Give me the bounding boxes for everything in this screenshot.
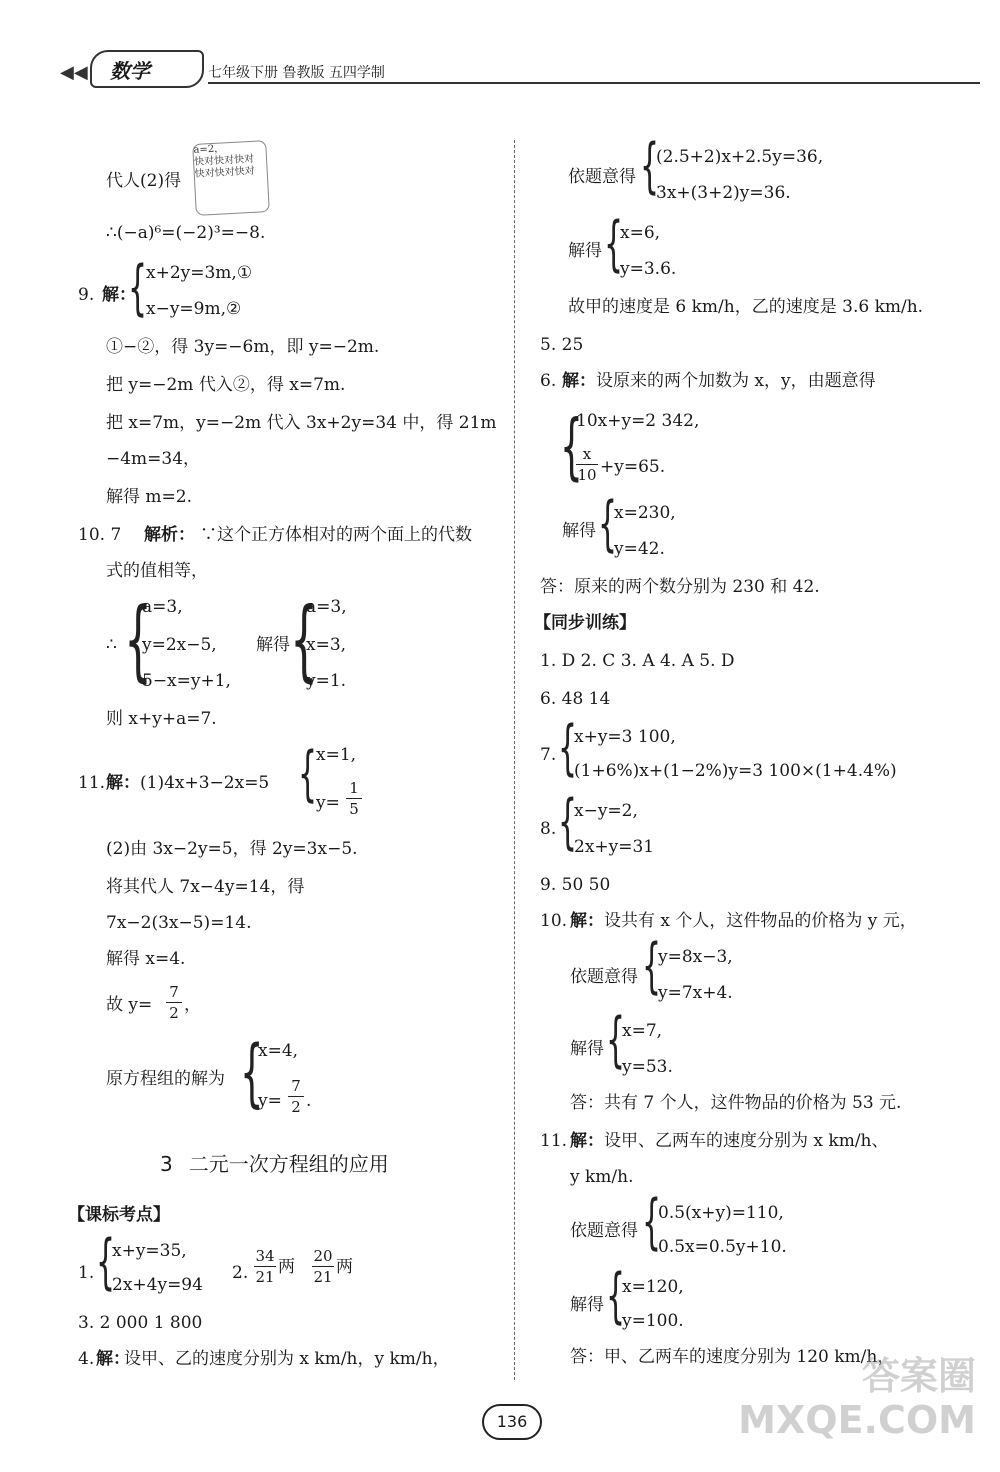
brace-icon: { <box>606 1261 626 1331</box>
subject-logo-text: 数学 <box>110 59 150 83</box>
brace-icon: { <box>128 253 148 323</box>
equation: 10x+y=2 342, <box>576 411 700 431</box>
equation: y= <box>316 793 340 813</box>
equation: (2.5+2)x+2.5y=36, <box>656 147 824 167</box>
brace-icon: { <box>124 588 152 691</box>
equation: 2x+y=31 <box>574 837 655 857</box>
equation: y=42. <box>614 539 665 559</box>
solution-label: 解： <box>570 911 604 931</box>
text-line: 答：原来的两个数分别为 230 和 42. <box>540 577 820 597</box>
numerator: 34 <box>255 1247 275 1265</box>
solution-label: 解： <box>96 1349 130 1369</box>
text-line: 故甲的速度是 6 km/h，乙的速度是 3.6 km/h. <box>568 297 924 317</box>
equation: a=3, <box>306 597 347 617</box>
question-number: 1. <box>78 1263 95 1283</box>
text-line: (2)由 3x−2y=5，得 2y=3x−5. <box>106 839 358 859</box>
unit-text: 两 <box>278 1257 295 1277</box>
question-number: 6. <box>540 371 557 391</box>
text-line: 把 x=7m，y=−2m 代入 3x+2y=34 中，得 21m <box>106 413 497 433</box>
handwritten-scribble: a=2， 快对快对快对 快对快对快对 <box>192 140 270 216</box>
text-line: 式的值相等， <box>106 561 208 581</box>
denominator: 21 <box>255 1268 275 1286</box>
text-line: 1. D 2. C 3. A 4. A 5. D <box>540 651 735 671</box>
text-line: 5. 25 <box>540 335 584 355</box>
page-header <box>50 42 980 88</box>
solve-label: 解得 <box>568 241 602 261</box>
brace-icon: { <box>606 1005 626 1075</box>
equation: x+2y=3m,① <box>146 263 253 283</box>
equation: 0.5(x+y)=110, <box>658 1203 784 1223</box>
text-line: 3. 2 000 1 800 <box>78 1313 203 1333</box>
text-line: 答：共有 7 个人，这件物品的价格为 53 元. <box>570 1093 902 1113</box>
brace-icon: { <box>298 739 318 809</box>
question-number: 8. <box>540 819 557 839</box>
setup-label: 依题意得 <box>570 1221 638 1241</box>
brace-icon: { <box>640 131 660 201</box>
numerator: 7 <box>169 983 179 1001</box>
solution-label: 解： <box>102 285 136 305</box>
equation: 0.5x=0.5y+10. <box>658 1237 787 1257</box>
solve-label: 解得 <box>570 1295 604 1315</box>
section-number: 3 <box>160 1152 173 1176</box>
question-number: 9. <box>78 285 95 305</box>
fraction <box>254 1248 276 1285</box>
equation: y=2x−5, <box>142 635 217 655</box>
text-line: 故 y= <box>106 995 153 1015</box>
analysis-label: 解析： <box>144 525 195 545</box>
equation: y=8x−3, <box>658 947 733 967</box>
equation: y= <box>258 1091 282 1111</box>
equation: y=7x+4. <box>658 983 733 1003</box>
equation: 2x+4y=94 <box>112 1275 203 1295</box>
unit-text: 两 <box>336 1257 353 1277</box>
text-line: 则 x+y+a=7. <box>106 709 217 729</box>
equation: 5−x=y+1, <box>142 671 231 691</box>
therefore-symbol: ∴ <box>106 635 117 655</box>
brace-icon: { <box>598 489 618 559</box>
text-line: −4m=34， <box>106 449 201 469</box>
brace-icon: { <box>560 404 583 488</box>
solution-label: 解： <box>570 1131 604 1151</box>
numerator: 1 <box>349 779 359 797</box>
text-line: 设甲、乙两车的速度分别为 x km/h、 <box>604 1131 889 1151</box>
text-line: 6. 48 14 <box>540 689 611 709</box>
fraction <box>346 780 362 817</box>
text-line: 将其代人 7x−4y=14，得 <box>106 877 305 897</box>
equation: x=230, <box>614 503 676 523</box>
setup-label: 依题意得 <box>568 167 636 187</box>
text-line: 设原来的两个加数为 x，y，由题意得 <box>596 371 876 391</box>
numerator: x <box>582 445 592 463</box>
solution-label: 解： <box>562 371 596 391</box>
text-line: 7x−2(3x−5)=14. <box>106 913 252 933</box>
column-divider <box>514 140 515 1380</box>
numerator: 20 <box>313 1247 333 1265</box>
equation: a=3, <box>142 597 183 617</box>
text-line: 代人(2)得 <box>106 171 182 191</box>
text-line: ①−②，得 3y=−6m，即 y=−2m. <box>106 337 380 357</box>
equation: x=1, <box>316 745 357 765</box>
subject-logo <box>90 50 204 88</box>
equation: x=7, <box>622 1021 663 1041</box>
equation: 3x+(3+2)y=36. <box>656 183 791 203</box>
denominator: 10 <box>577 466 597 484</box>
brace-icon: { <box>96 1227 116 1297</box>
denominator: 2 <box>291 1098 301 1116</box>
setup-label: 依题意得 <box>570 967 638 987</box>
solve-label: 解得 <box>562 521 596 541</box>
solve-label: 解得 <box>570 1039 604 1059</box>
watermark: 答案圈 MXQE.COM <box>738 1354 976 1442</box>
question-number: 2. <box>232 1263 249 1283</box>
equation: x+y=3 100, <box>574 727 676 747</box>
brace-icon: { <box>558 787 578 857</box>
text-line: 把 y=−2m 代入②，得 x=7m. <box>106 375 346 395</box>
section-title-text: 二元一次方程组的应用 <box>188 1152 389 1176</box>
numerator: 7 <box>291 1077 301 1095</box>
equation: x=3, <box>306 635 347 655</box>
equation: (1+6%)x+(1−2%)y=3 100×(1+4.4%) <box>574 761 897 781</box>
fraction <box>312 1248 334 1285</box>
question-number: 10. 7 <box>78 525 122 545</box>
fraction <box>576 446 598 483</box>
brace-icon: { <box>642 931 662 1001</box>
equation: x=4, <box>258 1041 299 1061</box>
brace-icon: { <box>642 1187 662 1257</box>
equation: y=53. <box>622 1057 673 1077</box>
text-line: ， <box>184 995 201 1015</box>
question-number: 7. <box>540 745 557 765</box>
denominator: 21 <box>313 1268 333 1286</box>
equation: x−y=9m,② <box>146 299 242 319</box>
text-line: 原方程组的解为 <box>106 1069 225 1089</box>
section-title <box>160 1148 389 1177</box>
page-number: 136 <box>482 1404 542 1440</box>
solve-label: 解得 <box>256 635 290 655</box>
header-rule <box>208 82 980 84</box>
brace-icon: { <box>290 588 318 691</box>
question-number: 11. <box>540 1131 568 1151</box>
text-line: ∵这个正方体相对的两个面上的代数 <box>200 525 472 545</box>
text-line: . <box>306 1091 312 1111</box>
equation: x−y=2, <box>574 801 638 821</box>
brace-icon: { <box>240 1030 264 1116</box>
question-number: 10. <box>540 911 568 931</box>
denominator: 5 <box>349 800 359 818</box>
brace-icon: { <box>558 713 578 783</box>
equation: x=120, <box>622 1277 684 1297</box>
solution-label: 解： <box>106 773 140 793</box>
equation: y=100. <box>622 1311 684 1331</box>
text-line: y km/h. <box>570 1167 634 1187</box>
subsection-heading: 【课标考点】 <box>68 1205 170 1225</box>
brace-icon: { <box>604 209 624 279</box>
equation: y=3.6. <box>620 259 677 279</box>
fraction <box>288 1078 304 1115</box>
question-number: 11. <box>78 773 106 793</box>
denominator: 2 <box>169 1004 179 1022</box>
subsection-heading: 【同步训练】 <box>534 613 636 633</box>
arrows-icon: ◀◀ <box>60 62 88 83</box>
fraction <box>166 984 182 1021</box>
text-line: 设共有 x 个人，这件物品的价格为 y 元， <box>604 911 917 931</box>
equation: x=6, <box>620 223 661 243</box>
text-line: 答：甲、乙两车的速度分别为 120 km/h， <box>570 1347 895 1367</box>
book-info: 七年级下册 鲁教版 五四学制 <box>208 65 385 81</box>
equation: +y=65. <box>600 457 666 477</box>
text-line: 解得 m=2. <box>106 487 192 507</box>
text-line: 解得 x=4. <box>106 949 186 969</box>
equation: (1)4x+3−2x=5 <box>140 773 270 793</box>
text-line: ∴(−a)⁶=(−2)³=−8. <box>106 223 266 243</box>
question-number: 4. <box>78 1349 95 1369</box>
equation: y=1. <box>306 671 347 691</box>
equation: x+y=35, <box>112 1241 187 1261</box>
text-line: 设甲、乙的速度分别为 x km/h，y km/h， <box>124 1349 450 1369</box>
text-line: 9. 50 50 <box>540 875 611 895</box>
